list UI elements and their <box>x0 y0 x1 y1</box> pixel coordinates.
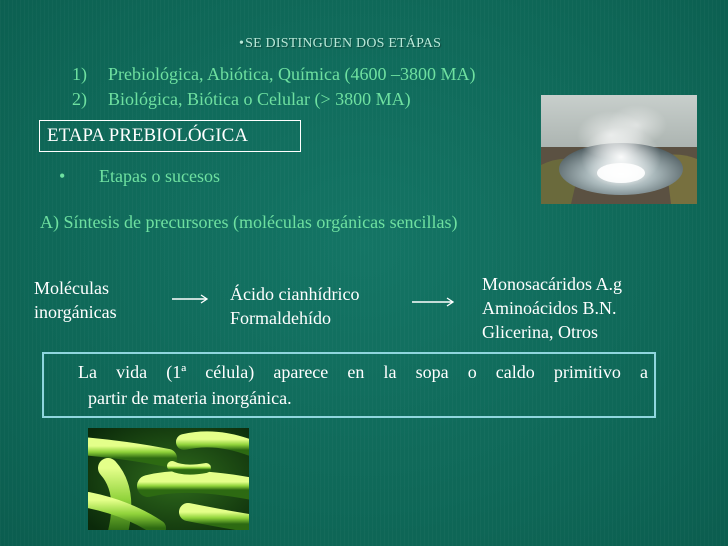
life-statement-line: La vida (1ª célula) aparece en la sopa o caldo primitivo a <box>78 362 648 382</box>
stage-item <box>72 62 475 87</box>
stage-number: 1) <box>72 64 87 84</box>
stage-text: Biológica, Biótica o Celular (> 3800 MA) <box>108 89 411 109</box>
stage-text: Prebiológica, Abiótica, Química (4600 –3800 MA) <box>108 64 476 84</box>
bacteria-photo <box>88 428 249 530</box>
chain-line: Aminoácidos B.N. <box>482 298 617 318</box>
chain-line: Formaldehído <box>230 308 331 328</box>
hot-spring-photo <box>541 95 697 204</box>
life-statement-line: partir de materia inorgánica. <box>88 388 292 408</box>
heading-bullet: • <box>239 36 245 51</box>
chain-line: Moléculas <box>34 278 109 298</box>
life-statement-box <box>42 352 656 418</box>
heading-text: SE DISTINGUEN DOS ETÁPAS <box>245 36 442 51</box>
stages-list <box>72 62 475 112</box>
chain-line: Glicerina, Otros <box>482 322 598 342</box>
slide-heading <box>239 36 441 52</box>
synthesis-heading: A) Síntesis de precursores (moléculas orgánicas sencillas) <box>40 212 458 232</box>
chain-line: Ácido cianhídrico <box>230 284 360 304</box>
section-title-box: ETAPA PREBIOLÓGICA <box>39 120 301 152</box>
bullet-text: Etapas o sucesos <box>99 166 220 186</box>
stage-item <box>72 87 475 112</box>
organic-monomers <box>482 272 622 344</box>
stage-number: 2) <box>72 89 87 109</box>
bullet-marker: • <box>59 166 66 186</box>
chain-line: inorgánicas <box>34 302 117 322</box>
arrow-right-icon <box>412 293 454 307</box>
stages-bullet <box>59 166 220 187</box>
inorganic-molecules <box>34 276 117 324</box>
simple-organic-compounds <box>230 282 359 330</box>
arrow-right-icon <box>172 290 208 304</box>
chain-line: Monosacáridos A.g <box>482 274 622 294</box>
